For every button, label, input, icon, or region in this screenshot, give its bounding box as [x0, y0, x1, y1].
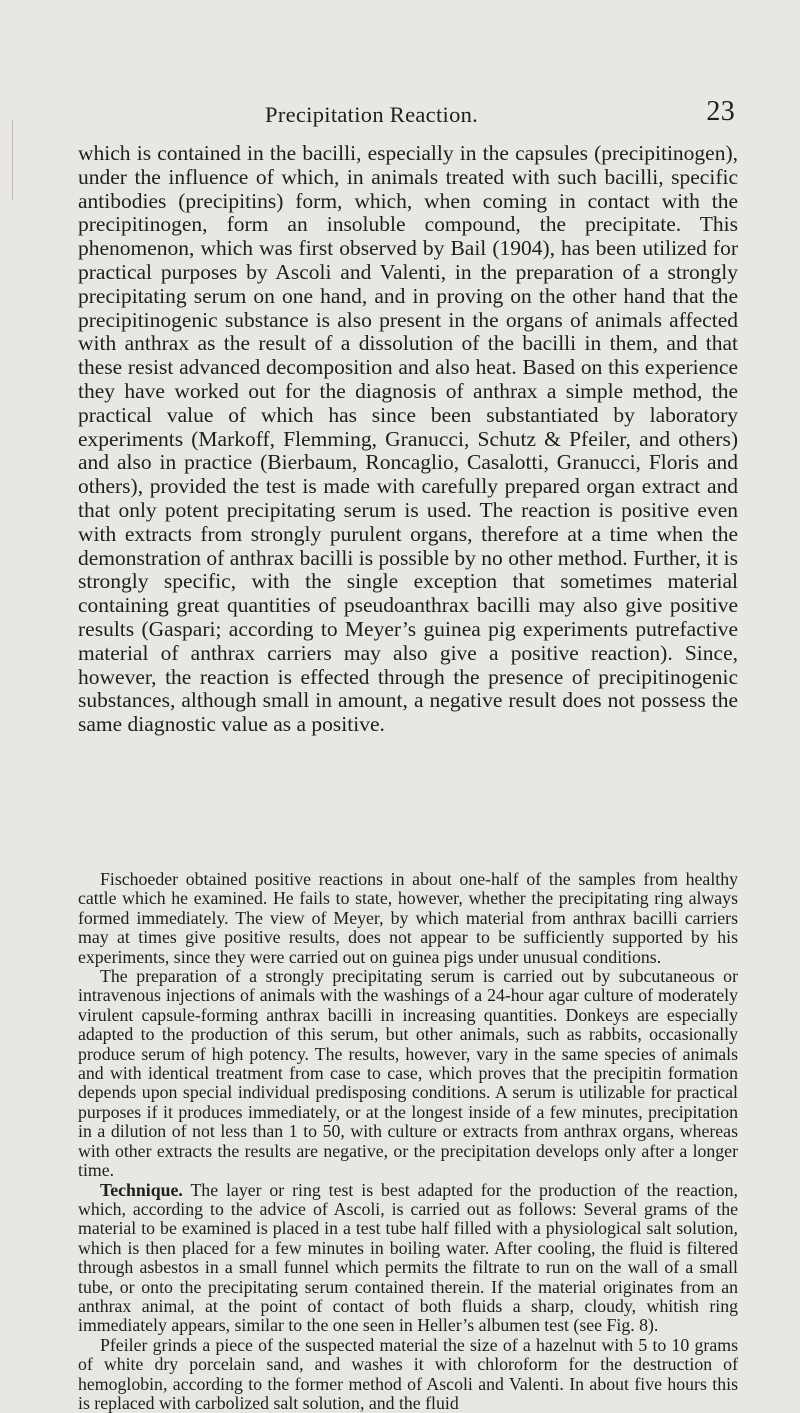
paragraph-4: [78, 1181, 738, 1336]
paragraph-5: Pfeiler grinds a piece of the suspected material the size of a hazelnut with 5 to 10 grams of white dry porcelain sand, and washes it with chloroform for the destruction of hemoglobin, according to the former method of Ascoli and Valenti. In about five hours this is replaced with carbolized salt solution, and the fluid: [78, 1334, 738, 1413]
paragraph-1: which is contained in the bacilli, especially in the capsules (precipitinogen), under the influence of which, in animals treated with such bacilli, specific antibodies (precipitins) form, which, when coming in contact with the precipitinogen, form an insoluble compound, the precipitate. This phenomenon, which was first observed by Bail (1904), has been utilized for practical purposes by Ascoli and Valenti, in the preparation of a strongly precipitating serum on one hand, and in proving on the other hand that the precipitinogenic substance is also present in the organs of animals affected with anthrax as the result of a dissolution of the bacilli in them, and that these resist advanced decomposition and also heat. Based on this experience they have worked out for the diagnosis of anthrax a simple method, the practical value of which has since been substantiated by laboratory experiments (Markoff, Flemming, Granucci, Schutz & Pfeiler, and others) and also in practice (Bierbaum, Roncaglio, Casalotti, Granucci, Floris and others), provided the test is made with carefully prepared organ extract and that only potent precipitating serum is used. The reaction is positive even with extracts from strongly purulent organs, therefore at a time when the demonstration of anthrax bacilli is possible by no other method. Further, it is strongly specific, with the single exception that sometimes material containing great quantities of pseudoanthrax bacilli may also give positive results (Gaspari; according to Meyer’s guinea pig experiments putrefactive material of anthrax carriers may also give a positive reaction). Since, however, the reaction is effected through the presence of precipitinogenic substances, although small in amount, a negative result does not possess the same diagnostic value as a positive.: [78, 141, 738, 737]
paragraph-2: Fischoeder obtained positive reactions in about one-half of the samples from healthy cattle which he examined. He fails to state, however, whether the precipitating ring always formed immediately. The view of Meyer, by which material from anthrax bacilli carriers may at times give positive results, does not appear to be sufficiently supported by his experiments, since they were carried out on guinea pigs under unusual conditions.: [78, 869, 738, 967]
technique-heading: Technique.: [100, 1179, 183, 1200]
main-text-large: [78, 142, 738, 737]
running-header: [265, 96, 735, 132]
page-number: 23: [706, 96, 735, 127]
main-text-small: [78, 870, 738, 1413]
paragraph-3: The preparation of a strongly precipitating serum is carried out by subcutaneous or intravenous injections of animals with the washings of a 24-hour agar culture of moderately virulent capsule-forming anthrax bacilli in increasing quantities. Donkeys are especially adapted to the production of this serum, but other animals, such as rabbits, occasionally produce serum of high potency. The results, however, vary in the same species of animals and with identical treatment from case to case, which proves that the precipitin formation depends upon special individual predisposing conditions. A serum is utilizable for practical purposes if it produces immediately, or at the longest inside of a few minutes, precipitation in a dilution of not less than 1 to 50, with culture or extracts from anthrax organs, whereas with other extracts the results are negative, or the precipitation develops only after a longer time.: [78, 966, 738, 1181]
running-title: Precipitation Reaction.: [265, 102, 479, 127]
paragraph-4-text: The layer or ring test is best adapted for the production of the reaction, which, according to the advice of Ascoli, is carried out as follows: Several grams of the material to be examined is placed in a test tube half filled with a physiological salt solution, which is then placed for a few minutes in boiling water. After cooling, the fluid is filtered through asbestos in a small funnel which permits the filtrate to run on the wall of a small tube, or onto the precipitating serum contained therein. If the material originates from an anthrax animal, at the point of contact of both fluids a sharp, cloudy, whitish ring immediately appears, similar to the one seen in Heller’s albumen test (see Fig. 8).: [78, 1179, 738, 1336]
page-edge-line: [12, 120, 13, 200]
